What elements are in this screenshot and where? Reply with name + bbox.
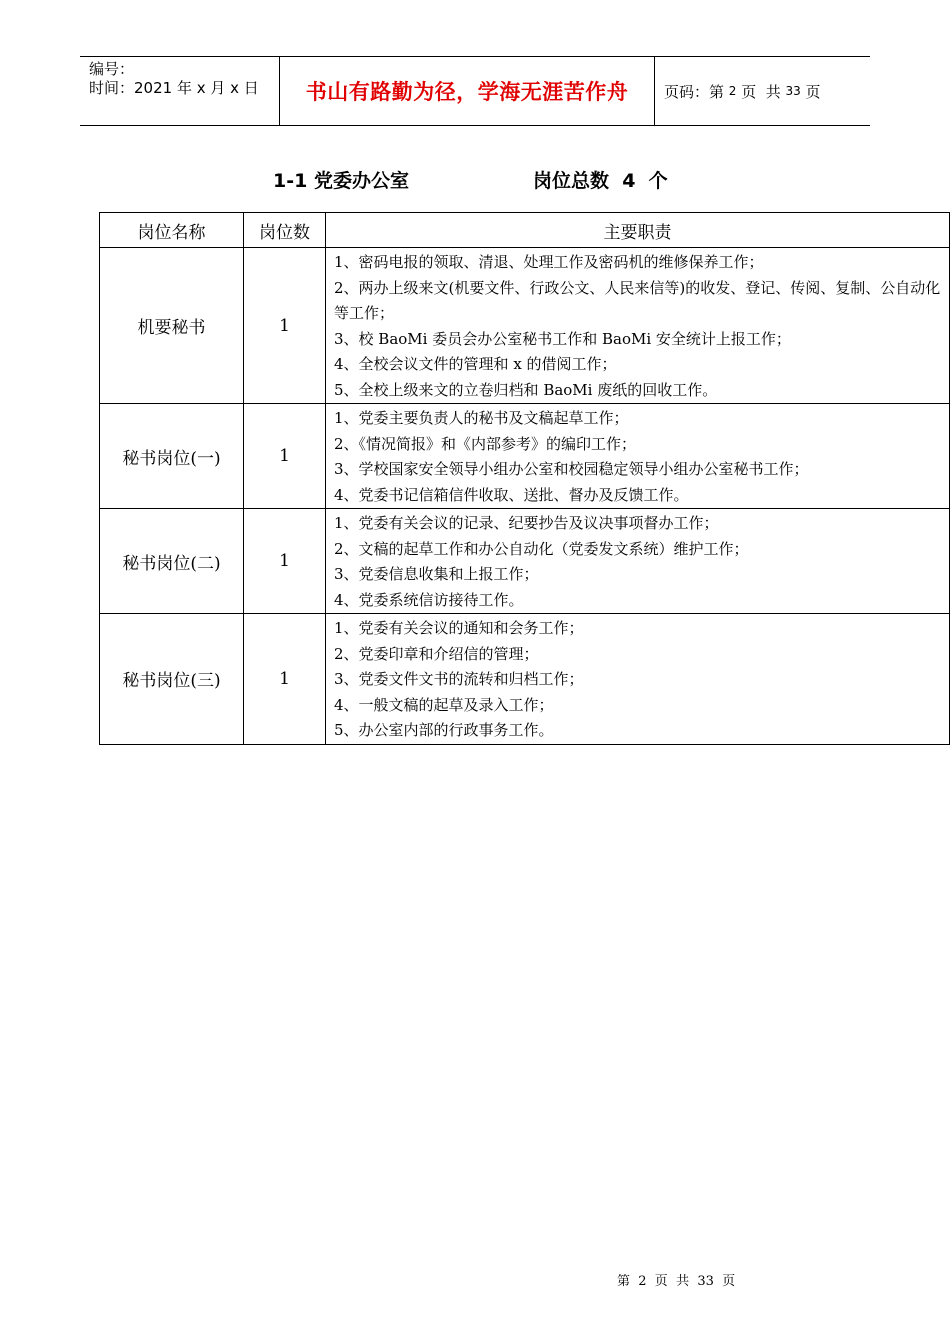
duty-item: 1、党委有关会议的记录、纪要抄告及议决事项督办工作； xyxy=(334,514,719,532)
table-row xyxy=(100,248,950,404)
duty-item: 4、党委系统信访接待工作。 xyxy=(334,590,524,609)
duty-list xyxy=(326,248,950,404)
table-row xyxy=(100,614,950,745)
duty-item: 1、密码电报的领取、清退、处理工作及密码机的维修保养工作； xyxy=(334,253,764,271)
page-current: 2 xyxy=(728,84,737,98)
duty-item: 3、学校国家安全领导小组办公室和校园稳定领导小组办公室秘书工作； xyxy=(334,460,809,478)
position-count: 1 xyxy=(244,614,326,745)
duty-item: 2、文稿的起草工作和办公自动化（党委发文系统）维护工作； xyxy=(334,539,749,558)
position-duties-table xyxy=(99,212,950,745)
position-name: 机要秘书 xyxy=(100,248,244,404)
table-row xyxy=(100,404,950,509)
page-header xyxy=(80,56,870,126)
duty-list xyxy=(326,614,950,745)
duty-list xyxy=(326,404,950,509)
position-count: 1 xyxy=(244,248,326,404)
duty-item: 2、党委印章和介绍信的管理； xyxy=(334,644,539,663)
document-time-label: 时间：2021 年 x 月 x 日 xyxy=(89,79,259,97)
document-number-label: 编号： xyxy=(89,60,135,78)
duty-item: 3、校 BaoMi 委员会办公室秘书工作和 BaoMi 安全统计上报工作； xyxy=(334,329,791,348)
position-count: 1 xyxy=(244,509,326,614)
page-mid: 页 共 xyxy=(736,82,786,101)
duty-item: 3、党委信息收集和上报工作； xyxy=(334,565,539,583)
duty-item: 1、党委有关会议的通知和会务工作； xyxy=(334,619,584,637)
duty-item: 1、党委主要负责人的秘书及文稿起草工作； xyxy=(334,409,629,427)
page-suffix: 页 xyxy=(800,82,821,101)
table-header-row xyxy=(100,213,950,248)
duty-item: 3、党委文件文书的流转和归档工作； xyxy=(334,670,584,688)
position-name: 秘书岗位(二) xyxy=(100,509,244,614)
duty-item: 4、一般文稿的起草及录入工作； xyxy=(334,695,554,714)
column-header-position-count: 岗位数 xyxy=(244,213,326,248)
position-count: 1 xyxy=(244,404,326,509)
duty-item: 4、党委书记信箱信件收取、送批、督办及反馈工作。 xyxy=(334,485,689,504)
duty-item: 2、两办上级来文(机要文件、行政公文、人民来信等)的收发、登记、传阅、复制、公自动化等工作； xyxy=(334,278,941,322)
position-name: 秘书岗位(三) xyxy=(100,614,244,745)
header-page-indicator xyxy=(655,57,870,125)
page-prefix: 页码：第 xyxy=(664,82,729,101)
duty-item: 5、办公室内部的行政事务工作。 xyxy=(334,721,554,739)
section-title: 1-1 党委办公室 xyxy=(273,170,409,192)
page-footer: 第 2 页 共 33 页 xyxy=(617,1274,736,1289)
page-total: 33 xyxy=(785,84,801,98)
duty-item: 5、全校上级来文的立卷归档和 BaoMi 废纸的回收工作。 xyxy=(334,380,718,399)
column-header-position-name: 岗位名称 xyxy=(100,213,244,248)
table-row xyxy=(100,509,950,614)
header-motto: 书山有路勤为径，学海无涯苦作舟 xyxy=(280,57,655,125)
duty-item: 2、《情况简报》和《内部参考》的编印工作； xyxy=(334,434,637,453)
section-position-total: 岗位总数 4 个 xyxy=(533,170,668,192)
duty-list xyxy=(326,509,950,614)
header-meta xyxy=(80,57,280,125)
duty-item: 4、全校会议文件的管理和 x 的借阅工作； xyxy=(334,355,617,373)
column-header-main-duties: 主要职责 xyxy=(326,213,950,248)
position-name: 秘书岗位(一) xyxy=(100,404,244,509)
